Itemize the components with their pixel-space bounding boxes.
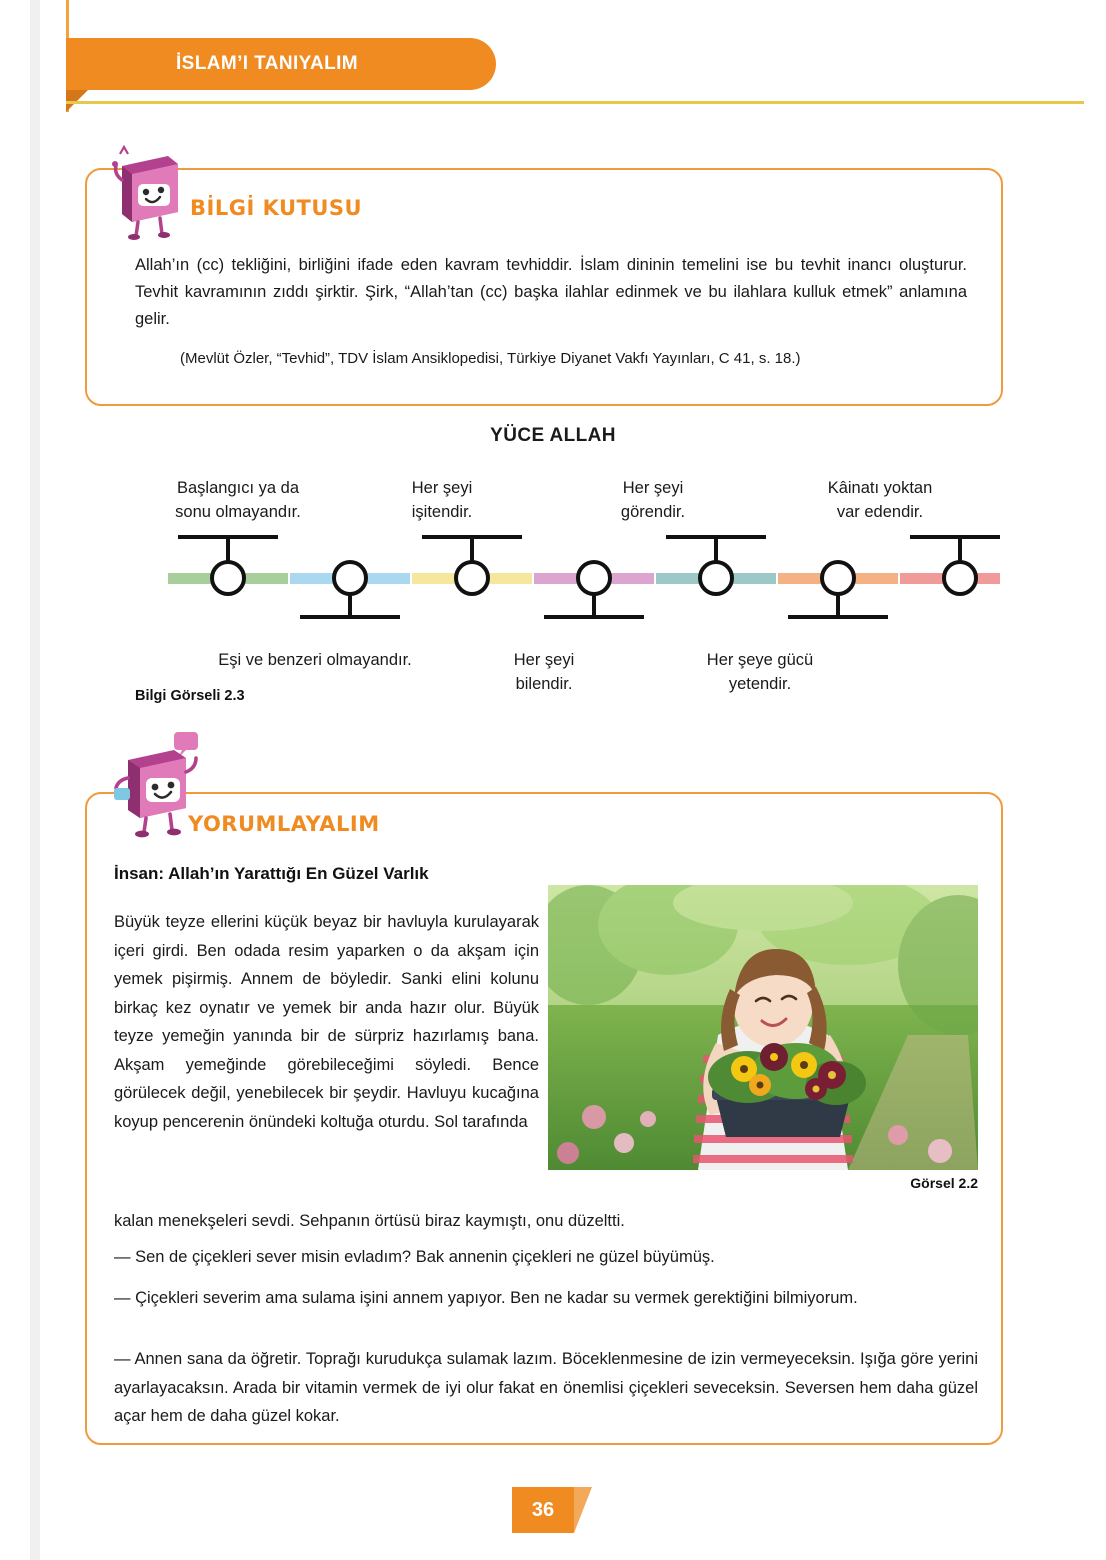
page-left-margin-bar xyxy=(30,0,40,1560)
diagram-caption: Bilgi Görseli 2.3 xyxy=(135,688,245,704)
diagram-top-label-3-line1: Her şeyi görendir. xyxy=(620,479,686,521)
page-number-fold-decoration xyxy=(574,1487,592,1533)
chapter-header-tab xyxy=(66,38,496,90)
diagram-top-label-2 xyxy=(352,476,532,524)
diagram-top-label-1 xyxy=(128,476,348,524)
diagram-top-label-4 xyxy=(770,476,990,524)
diagram-bottom-label-3-line1: Her şeye gücü yetendir. xyxy=(706,651,814,693)
interpret-dialog-line-3: — Annen sana da öğretir. Toprağı kurudukça sulamak lazım. Böceklenmesine de izin vermeyeceksin. Işığa göre yerini ayarlayacaksın. Arada bir vitamin vermek de iyi olur fakat en önemlisi çiçekleri seveceksin. Seversen hem daha güzel açar hem de daha güzel kokar. xyxy=(114,1350,978,1425)
page-number-text: 36 xyxy=(531,1498,555,1521)
diagram-bottom-label-1 xyxy=(165,648,465,672)
interpret-box-title: YORUMLAYALIM xyxy=(188,812,380,836)
chapter-title: İSLAM’I TANIYALIM xyxy=(176,53,359,74)
interpret-dialog-line-2: — Çiçekleri severim ama sulama işini annem yapıyor. Ben ne kadar su vermek gerektiğini bilmiyorum. xyxy=(114,1289,858,1307)
interpret-box-subtitle: İnsan: Allah’ın Yarattığı En Güzel Varlık xyxy=(114,864,429,883)
interpret-paragraph-1: Büyük teyze ellerini küçük beyaz bir havluyla kurulayarak içeri girdi. Ben odada resim yaparken o da akşam için yemek pişirmiş. Annem de böyledir. Sanki elini kolunu birkaç kez oynatır ve yemek bir anda hazır olur. Büyük teyze yemeğin yanında bir de sürpriz hazırlamış bana. Akşam yemeğinde görebileceğimi söyledi. Bence görülecek değil, yenebilecek bir şeydir. Havluyu kucağına koyup pencerenin önündeki koltuğa oturdu. Sol tarafında xyxy=(114,913,539,1131)
diagram-title: YÜCE ALLAH xyxy=(490,425,616,446)
info-box-title: BİLGİ KUTUSU xyxy=(190,196,363,220)
diagram-top-label-4-line1: Kâinatı yoktan var edendir. xyxy=(827,479,933,521)
photo-caption: Görsel 2.2 xyxy=(910,1175,978,1191)
diagram-bottom-label-1-line1: Eşi ve benzeri olmayandır. xyxy=(218,651,412,669)
diagram-top-label-1-line1: Başlangıcı ya da sonu olmayandır. xyxy=(175,479,301,521)
interpret-dialog-line-1: — Sen de çiçekleri sever misin evladım? Bak annenin çiçekleri ne güzel büyümüş. xyxy=(114,1248,715,1266)
page-number-badge xyxy=(512,1487,592,1533)
diagram-top-label-2-line1: Her şeyi işitendir. xyxy=(411,479,473,521)
interpret-paragraph-1-continued: kalan menekşeleri sevdi. Sehpanın örtüsü biraz kaymıştı, onu düzeltti. xyxy=(114,1212,625,1230)
diagram-bottom-label-2-line1: Her şeyi bilendir. xyxy=(513,651,575,693)
girl-with-flowers-photo xyxy=(548,885,978,1170)
info-box-source: (Mevlüt Özler, “Tevhid”, TDV İslam Ansiklopedisi, Türkiye Diyanet Vakfı Yayınları, C 41, s. 18.) xyxy=(180,350,801,367)
diagram-bottom-label-2 xyxy=(464,648,624,696)
info-box-body: Allah’ın (cc) tekliğini, birliğini ifade eden kavram tevhiddir. İslam dininin temelini ise bu tevhit inancı oluşturur. Tevhit kavramının zıddı şirktir. Şirk, “Allah’tan (cc) başka ilahlar edinmek ve bu ilahlara kulluk etmek” anlamına gelir. xyxy=(135,256,967,328)
diagram-bottom-label-3 xyxy=(660,648,860,696)
header-underline-rule xyxy=(66,101,1084,104)
diagram-top-label-3 xyxy=(558,476,748,524)
book-mascot-icon xyxy=(108,140,190,240)
